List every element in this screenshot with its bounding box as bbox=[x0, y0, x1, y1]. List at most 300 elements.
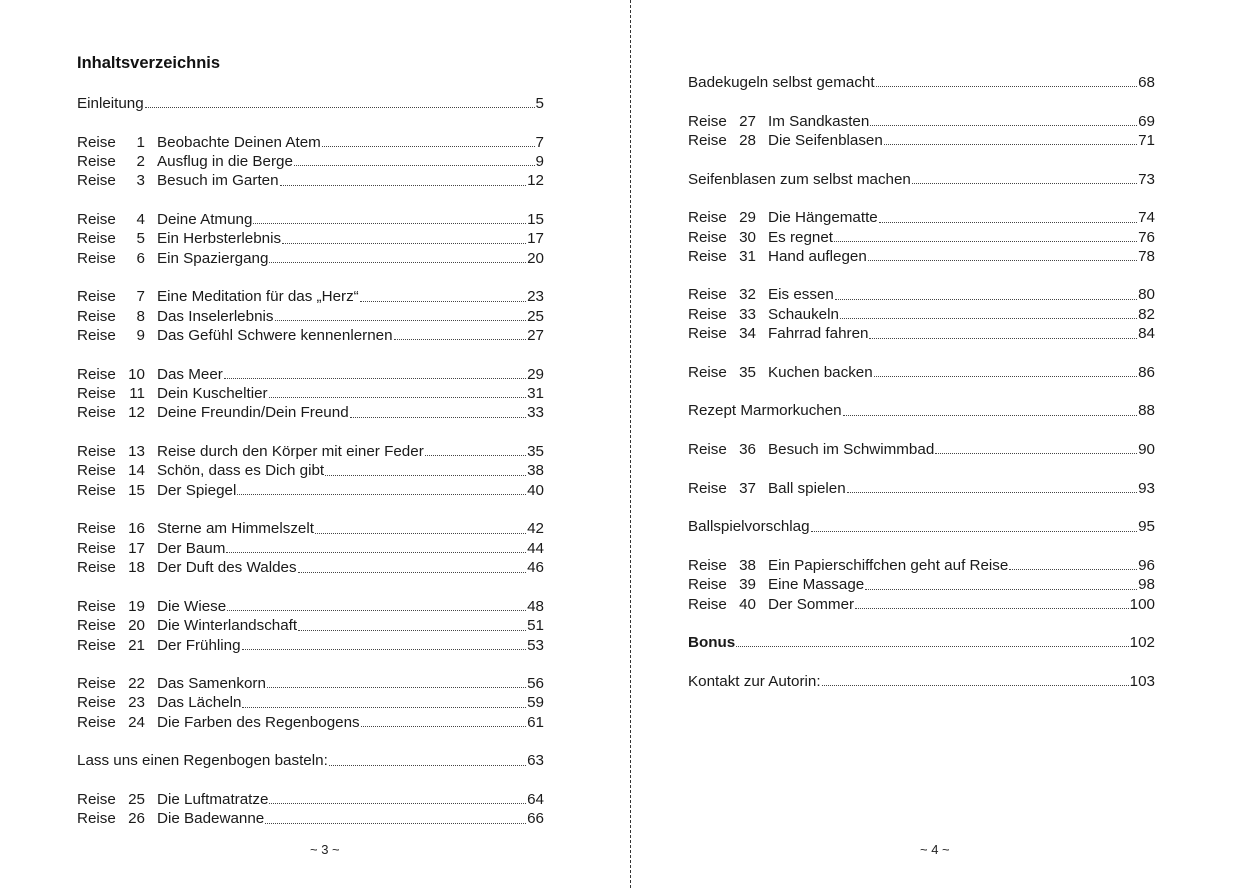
toc-entry-page: 40 bbox=[527, 481, 544, 499]
toc-entry bbox=[688, 633, 1155, 652]
toc-entry-index: 34 bbox=[739, 325, 756, 343]
toc-entry-title: Fahrrad fahren bbox=[768, 325, 869, 343]
toc-entry-number bbox=[77, 229, 157, 248]
toc-entry-prefix: Reise bbox=[77, 249, 116, 267]
toc-entry-title: Hand auflegen bbox=[768, 247, 867, 265]
toc-entry-page: 103 bbox=[1129, 672, 1155, 690]
toc-entry bbox=[77, 790, 544, 809]
toc-entry bbox=[688, 556, 1155, 575]
toc-entry-number bbox=[77, 693, 157, 712]
toc-entry bbox=[688, 131, 1155, 150]
toc-entry-number bbox=[77, 249, 157, 268]
toc-entry-page: 29 bbox=[527, 365, 544, 383]
toc-entry-prefix: Reise bbox=[77, 133, 116, 151]
toc-entry-number bbox=[77, 539, 157, 558]
toc-entry bbox=[77, 751, 544, 770]
toc-entry bbox=[77, 442, 544, 461]
toc-entry-number bbox=[688, 228, 768, 247]
toc-entry-prefix: Reise bbox=[77, 597, 116, 615]
page-divider bbox=[630, 0, 631, 888]
toc-dot-leader bbox=[843, 415, 1137, 416]
toc-entry-prefix: Reise bbox=[77, 559, 116, 577]
toc-entry bbox=[688, 575, 1155, 594]
toc-entry bbox=[688, 672, 1155, 691]
toc-entry-title: Der Frühling bbox=[157, 636, 241, 654]
toc-entry bbox=[77, 519, 544, 538]
toc-entry-page: 74 bbox=[1138, 209, 1155, 227]
toc-entry-number bbox=[688, 440, 768, 459]
toc-entry-page: 23 bbox=[527, 288, 544, 306]
toc-dot-leader bbox=[224, 378, 526, 379]
toc-entry-prefix: Reise bbox=[77, 520, 116, 538]
toc-entry-title: Kuchen backen bbox=[768, 363, 873, 381]
toc-entry-title: Schön, dass es Dich gibt bbox=[157, 462, 325, 480]
toc-entry-number bbox=[77, 636, 157, 655]
toc-entry-prefix: Reise bbox=[77, 152, 116, 170]
toc-entry-title: Die Winterlandschaft bbox=[157, 617, 298, 635]
toc-entry-title: Eine Massage bbox=[768, 576, 865, 594]
toc-entry-number bbox=[77, 171, 157, 190]
toc-entry-prefix: Reise bbox=[77, 713, 116, 731]
toc-entry-index: 12 bbox=[128, 404, 145, 422]
toc-entry-prefix: Reise bbox=[77, 462, 116, 480]
toc-dot-leader bbox=[736, 646, 1128, 647]
toc-entry-prefix: Reise bbox=[77, 365, 116, 383]
toc-entry-prefix: Reise bbox=[688, 286, 727, 304]
toc-entry-page: 100 bbox=[1129, 595, 1155, 613]
toc-entry-page: 9 bbox=[535, 152, 544, 170]
toc-entry bbox=[77, 287, 544, 306]
toc-entry-title: Seifenblasen zum selbst machen bbox=[688, 170, 911, 188]
toc-entry bbox=[688, 285, 1155, 304]
toc-entry-title: Kontakt zur Autorin: bbox=[688, 672, 821, 690]
toc-entry-index: 35 bbox=[739, 363, 756, 381]
toc-entry-index: 19 bbox=[128, 597, 145, 615]
toc-entry-number bbox=[77, 519, 157, 538]
toc-entry-prefix: Reise bbox=[77, 230, 116, 248]
toc-entry-index: 16 bbox=[128, 520, 145, 538]
toc-entry-index: 14 bbox=[128, 462, 145, 480]
toc-entry-page: 68 bbox=[1138, 74, 1155, 91]
toc-entry-prefix: Reise bbox=[77, 210, 116, 228]
toc-entry-title: Deine Atmung bbox=[157, 210, 253, 228]
toc-entry-prefix: Reise bbox=[688, 247, 727, 265]
toc-dot-leader bbox=[242, 649, 527, 650]
toc-entry-index: 17 bbox=[128, 539, 145, 557]
toc-entry-index: 31 bbox=[739, 247, 756, 265]
toc-entry-title: Badekugeln selbst gemacht bbox=[688, 74, 875, 91]
toc-entry-title: Es regnet bbox=[768, 228, 834, 246]
toc-entry-index: 1 bbox=[136, 133, 145, 151]
toc-dot-leader bbox=[884, 144, 1137, 145]
toc-entry-prefix: Reise bbox=[688, 363, 727, 381]
toc-dot-leader bbox=[242, 707, 526, 708]
toc-entry-index: 36 bbox=[739, 441, 756, 458]
toc-entry-page: 93 bbox=[1138, 479, 1155, 497]
toc-entry-prefix: Reise bbox=[77, 404, 116, 422]
toc-entry-index: 26 bbox=[128, 810, 145, 828]
toc-entry-index: 30 bbox=[739, 228, 756, 246]
toc-dot-leader bbox=[325, 475, 526, 476]
toc-entry-number bbox=[77, 674, 157, 693]
toc-dot-leader bbox=[822, 685, 1129, 686]
toc-dot-leader bbox=[269, 803, 526, 804]
toc-entry-index: 21 bbox=[128, 636, 145, 654]
toc-entry-title: Bonus bbox=[688, 634, 736, 652]
toc-entry-page: 71 bbox=[1138, 131, 1155, 149]
toc-entry-title: Besuch im Garten bbox=[157, 172, 279, 190]
toc-entry-page: 61 bbox=[527, 713, 544, 731]
toc-entry-title: Besuch im Schwimmbad bbox=[768, 441, 935, 458]
toc-entry bbox=[688, 305, 1155, 324]
toc-entry-index: 10 bbox=[128, 365, 145, 383]
toc-entry-title: Der Duft des Waldes bbox=[157, 559, 297, 577]
toc-entry-title: Ballspielvorschlag bbox=[688, 518, 810, 536]
toc-entry-number bbox=[77, 558, 157, 577]
toc-dot-leader bbox=[811, 531, 1138, 532]
toc-entry-page: 78 bbox=[1138, 247, 1155, 265]
toc-entry-prefix: Reise bbox=[688, 556, 727, 574]
toc-entry-index: 2 bbox=[136, 152, 145, 170]
toc-entry-prefix: Reise bbox=[77, 791, 116, 809]
toc-entry bbox=[688, 440, 1155, 459]
toc-entry-page: 38 bbox=[527, 462, 544, 480]
toc-entry-index: 20 bbox=[128, 617, 145, 635]
toc-entry-number bbox=[77, 713, 157, 732]
toc-dot-leader bbox=[847, 492, 1137, 493]
toc-entry-title: Der Sommer bbox=[768, 595, 855, 613]
toc-entry-page: 27 bbox=[527, 327, 544, 345]
toc-entry-prefix: Reise bbox=[77, 675, 116, 693]
toc-entry-page: 76 bbox=[1138, 228, 1155, 246]
toc-entry-page: 44 bbox=[527, 539, 544, 557]
toc-entry-page: 35 bbox=[527, 443, 544, 461]
toc-entry-title: Die Farben des Regenbogens bbox=[157, 713, 360, 731]
toc-dot-leader bbox=[879, 222, 1137, 223]
toc-entry-prefix: Reise bbox=[688, 576, 727, 594]
toc-entry-prefix: Reise bbox=[688, 305, 727, 323]
toc-dot-leader bbox=[874, 376, 1137, 377]
toc-entry-number bbox=[77, 287, 157, 306]
toc-dot-leader bbox=[275, 320, 527, 321]
toc-entry-index: 37 bbox=[739, 479, 756, 497]
toc-dot-leader bbox=[145, 107, 535, 108]
toc-entry-index: 22 bbox=[128, 675, 145, 693]
toc-dot-leader bbox=[350, 417, 526, 418]
toc-entry-index: 40 bbox=[739, 595, 756, 613]
toc-entry-title: Das Inselerlebnis bbox=[157, 307, 274, 325]
toc-entry-index: 32 bbox=[739, 286, 756, 304]
toc-entry-title: Deine Freundin/Dein Freund bbox=[157, 404, 349, 422]
toc-entry-title: Eis essen bbox=[768, 286, 834, 304]
toc-dot-leader bbox=[840, 318, 1137, 319]
toc-entry-title: Eine Meditation für das „Herz“ bbox=[157, 288, 359, 306]
toc-entry-prefix: Reise bbox=[688, 131, 727, 149]
page-number-footer: ~ 3 ~ bbox=[310, 842, 340, 857]
toc-entry-number bbox=[688, 595, 768, 614]
toc-entry-page: 51 bbox=[527, 617, 544, 635]
toc-entry bbox=[77, 94, 544, 113]
toc-entry-page: 63 bbox=[527, 752, 544, 770]
toc-entry-page: 7 bbox=[535, 133, 544, 151]
toc-entry-number bbox=[688, 575, 768, 594]
toc-dot-leader bbox=[425, 455, 526, 456]
toc-entry-index: 4 bbox=[136, 210, 145, 228]
page-number-footer: ~ 4 ~ bbox=[920, 842, 950, 857]
toc-entry-index: 18 bbox=[128, 559, 145, 577]
toc-entry bbox=[77, 809, 544, 828]
toc-dot-leader bbox=[835, 299, 1137, 300]
toc-entry bbox=[77, 307, 544, 326]
toc-entry bbox=[77, 636, 544, 655]
toc-entry-index: 5 bbox=[136, 230, 145, 248]
toc-entry-page: 17 bbox=[527, 230, 544, 248]
toc-entry bbox=[77, 558, 544, 577]
toc-entry-title: Im Sandkasten bbox=[768, 112, 870, 130]
toc-dot-leader bbox=[280, 185, 527, 186]
toc-entry-number bbox=[77, 809, 157, 828]
toc-entry-index: 28 bbox=[739, 131, 756, 149]
toc-entry-page: 5 bbox=[535, 95, 544, 112]
toc-entry-page: 42 bbox=[527, 520, 544, 538]
toc-entry bbox=[688, 112, 1155, 131]
toc-dot-leader bbox=[834, 241, 1137, 242]
toc-entry-number bbox=[77, 326, 157, 345]
toc-entry-page: 25 bbox=[527, 307, 544, 325]
toc-entry-title: Schaukeln bbox=[768, 305, 839, 323]
toc-entry-index: 33 bbox=[739, 305, 756, 323]
toc-entry-index: 29 bbox=[739, 209, 756, 227]
toc-dot-leader bbox=[869, 338, 1137, 339]
toc-entry-prefix: Reise bbox=[688, 325, 727, 343]
toc-entry-prefix: Reise bbox=[688, 479, 727, 497]
toc-entry-number bbox=[77, 152, 157, 171]
toc-entry-prefix: Reise bbox=[77, 443, 116, 461]
toc-entry-number bbox=[77, 133, 157, 152]
toc-entry-number bbox=[77, 210, 157, 229]
toc-entry-number bbox=[688, 285, 768, 304]
toc-entry-number bbox=[688, 305, 768, 324]
toc-entry-title: Das Meer bbox=[157, 365, 223, 383]
toc-dot-leader bbox=[237, 494, 526, 495]
toc-entry-page: 95 bbox=[1138, 518, 1155, 536]
toc-entry-index: 15 bbox=[128, 481, 145, 499]
toc-entry bbox=[77, 229, 544, 248]
toc-entry-number bbox=[688, 363, 768, 382]
toc-entry-title: Ein Spaziergang bbox=[157, 249, 269, 267]
toc-entry-index: 9 bbox=[136, 327, 145, 345]
toc-entry-index: 6 bbox=[136, 249, 145, 267]
toc-entry-number bbox=[77, 384, 157, 403]
toc-entry bbox=[77, 210, 544, 229]
toc-entry bbox=[77, 616, 544, 635]
toc-entry-page: 73 bbox=[1138, 170, 1155, 188]
toc-entry bbox=[688, 595, 1155, 614]
toc-dot-leader bbox=[876, 86, 1138, 87]
toc-entry bbox=[688, 170, 1155, 189]
toc-entry-page: 46 bbox=[527, 559, 544, 577]
toc-entry bbox=[688, 517, 1155, 536]
toc-entry-prefix: Reise bbox=[77, 172, 116, 190]
toc-entry-title: Der Spiegel bbox=[157, 481, 237, 499]
toc-entry-title: Einleitung bbox=[77, 95, 144, 112]
toc-entry-title: Das Lächeln bbox=[157, 694, 242, 712]
toc-entry-title: Das Gefühl Schwere kennenlernen bbox=[157, 327, 393, 345]
toc-entry-number bbox=[77, 365, 157, 384]
toc-entry bbox=[77, 133, 544, 152]
toc-dot-leader bbox=[298, 572, 527, 573]
toc-entry-number bbox=[77, 403, 157, 422]
toc-entry-prefix: Reise bbox=[77, 385, 116, 403]
toc-entry-prefix: Reise bbox=[77, 810, 116, 828]
toc-entry-page: 56 bbox=[527, 675, 544, 693]
toc-entry bbox=[77, 403, 544, 422]
toc-dot-leader bbox=[855, 608, 1129, 609]
toc-entry-prefix: Reise bbox=[688, 112, 727, 130]
toc-entry bbox=[77, 326, 544, 345]
toc-entry-number bbox=[688, 112, 768, 131]
toc-entry-page: 96 bbox=[1138, 556, 1155, 574]
toc-entry-index: 24 bbox=[128, 713, 145, 731]
toc-heading: Inhaltsverzeichnis bbox=[77, 54, 221, 72]
toc-entry-prefix: Reise bbox=[77, 617, 116, 635]
toc-list-left bbox=[77, 94, 544, 829]
toc-entry bbox=[688, 208, 1155, 227]
toc-entry-number bbox=[77, 442, 157, 461]
toc-entry-title: Lass uns einen Regenbogen basteln: bbox=[77, 752, 328, 770]
toc-entry bbox=[77, 693, 544, 712]
toc-entry-title: Ein Papierschiffchen geht auf Reise bbox=[768, 556, 1009, 574]
toc-entry bbox=[77, 461, 544, 480]
toc-entry-page: 31 bbox=[527, 385, 544, 403]
toc-entry-number bbox=[77, 616, 157, 635]
toc-entry-index: 27 bbox=[739, 112, 756, 130]
toc-entry bbox=[77, 713, 544, 732]
toc-entry-title: Die Badewanne bbox=[157, 810, 265, 828]
toc-entry bbox=[77, 249, 544, 268]
toc-entry-title: Reise durch den Körper mit einer Feder bbox=[157, 443, 424, 461]
toc-entry-number bbox=[688, 131, 768, 150]
toc-entry-page: 86 bbox=[1138, 363, 1155, 381]
toc-entry-page: 53 bbox=[527, 636, 544, 654]
toc-dot-leader bbox=[282, 243, 526, 244]
toc-entry-title: Beobachte Deinen Atem bbox=[157, 133, 321, 151]
toc-entry bbox=[688, 401, 1155, 420]
toc-entry bbox=[77, 365, 544, 384]
toc-entry-number bbox=[77, 461, 157, 480]
toc-entry-title: Rezept Marmorkuchen bbox=[688, 402, 842, 420]
toc-entry-page: 15 bbox=[527, 210, 544, 228]
toc-dot-leader bbox=[294, 165, 535, 166]
toc-entry-page: 66 bbox=[527, 810, 544, 828]
toc-entry-index: 13 bbox=[128, 443, 145, 461]
toc-entry bbox=[77, 539, 544, 558]
toc-entry-page: 33 bbox=[527, 404, 544, 422]
toc-dot-leader bbox=[315, 533, 526, 534]
toc-entry bbox=[77, 481, 544, 500]
toc-dot-leader bbox=[868, 260, 1137, 261]
toc-dot-leader bbox=[269, 262, 526, 263]
toc-dot-leader bbox=[935, 453, 1137, 454]
toc-entry-prefix: Reise bbox=[77, 694, 116, 712]
toc-dot-leader bbox=[870, 125, 1137, 126]
toc-entry-index: 38 bbox=[739, 556, 756, 574]
toc-entry-number bbox=[77, 307, 157, 326]
toc-entry-title: Ein Herbsterlebnis bbox=[157, 230, 282, 248]
toc-entry-title: Die Seifenblasen bbox=[768, 131, 883, 149]
toc-entry bbox=[77, 597, 544, 616]
toc-entry-title: Der Baum bbox=[157, 539, 226, 557]
toc-entry bbox=[688, 479, 1155, 498]
toc-entry bbox=[77, 384, 544, 403]
toc-entry-number bbox=[688, 324, 768, 343]
toc-entry-title: Ausflug in die Berge bbox=[157, 152, 293, 170]
toc-entry-index: 3 bbox=[136, 172, 145, 190]
toc-entry-title: Dein Kuscheltier bbox=[157, 385, 268, 403]
toc-dot-leader bbox=[298, 630, 526, 631]
toc-entry-number bbox=[688, 208, 768, 227]
toc-entry-number bbox=[77, 481, 157, 500]
toc-entry-page: 98 bbox=[1138, 576, 1155, 594]
toc-dot-leader bbox=[329, 765, 526, 766]
toc-entry-page: 64 bbox=[527, 791, 544, 809]
toc-dot-leader bbox=[269, 397, 527, 398]
toc-entry-page: 102 bbox=[1129, 634, 1155, 652]
toc-dot-leader bbox=[253, 223, 526, 224]
toc-entry bbox=[77, 674, 544, 693]
toc-entry-prefix: Reise bbox=[77, 539, 116, 557]
toc-entry bbox=[688, 73, 1155, 92]
toc-entry-number bbox=[77, 790, 157, 809]
toc-list-right bbox=[688, 73, 1155, 691]
toc-entry-page: 48 bbox=[527, 597, 544, 615]
toc-entry bbox=[77, 171, 544, 190]
toc-dot-leader bbox=[360, 301, 526, 302]
toc-entry-title: Die Luftmatratze bbox=[157, 791, 269, 809]
toc-entry-prefix: Reise bbox=[688, 228, 727, 246]
toc-entry-page: 82 bbox=[1138, 305, 1155, 323]
toc-entry-index: 7 bbox=[136, 288, 145, 306]
toc-entry-prefix: Reise bbox=[77, 288, 116, 306]
toc-entry-prefix: Reise bbox=[77, 636, 116, 654]
toc-entry-page: 84 bbox=[1138, 325, 1155, 343]
toc-entry-prefix: Reise bbox=[688, 595, 727, 613]
toc-entry-index: 11 bbox=[129, 385, 145, 403]
toc-dot-leader bbox=[227, 610, 526, 611]
toc-entry-number bbox=[77, 597, 157, 616]
toc-entry-number bbox=[688, 556, 768, 575]
toc-dot-leader bbox=[912, 183, 1137, 184]
toc-entry-prefix: Reise bbox=[77, 307, 116, 325]
toc-entry bbox=[688, 247, 1155, 266]
toc-entry-index: 8 bbox=[136, 307, 145, 325]
toc-entry-page: 69 bbox=[1138, 112, 1155, 130]
toc-entry-title: Sterne am Himmelszelt bbox=[157, 520, 314, 538]
toc-entry-index: 39 bbox=[739, 576, 756, 594]
toc-entry bbox=[688, 363, 1155, 382]
toc-entry-number bbox=[688, 479, 768, 498]
toc-entry-index: 25 bbox=[128, 791, 145, 809]
toc-entry-page: 20 bbox=[527, 249, 544, 267]
toc-entry-prefix: Reise bbox=[77, 481, 116, 499]
toc-dot-leader bbox=[226, 552, 526, 553]
toc-entry bbox=[688, 324, 1155, 343]
toc-entry-page: 88 bbox=[1138, 402, 1155, 420]
toc-dot-leader bbox=[865, 589, 1137, 590]
toc-entry-prefix: Reise bbox=[688, 209, 727, 227]
toc-entry-title: Die Hängematte bbox=[768, 209, 878, 227]
toc-dot-leader bbox=[265, 823, 526, 824]
